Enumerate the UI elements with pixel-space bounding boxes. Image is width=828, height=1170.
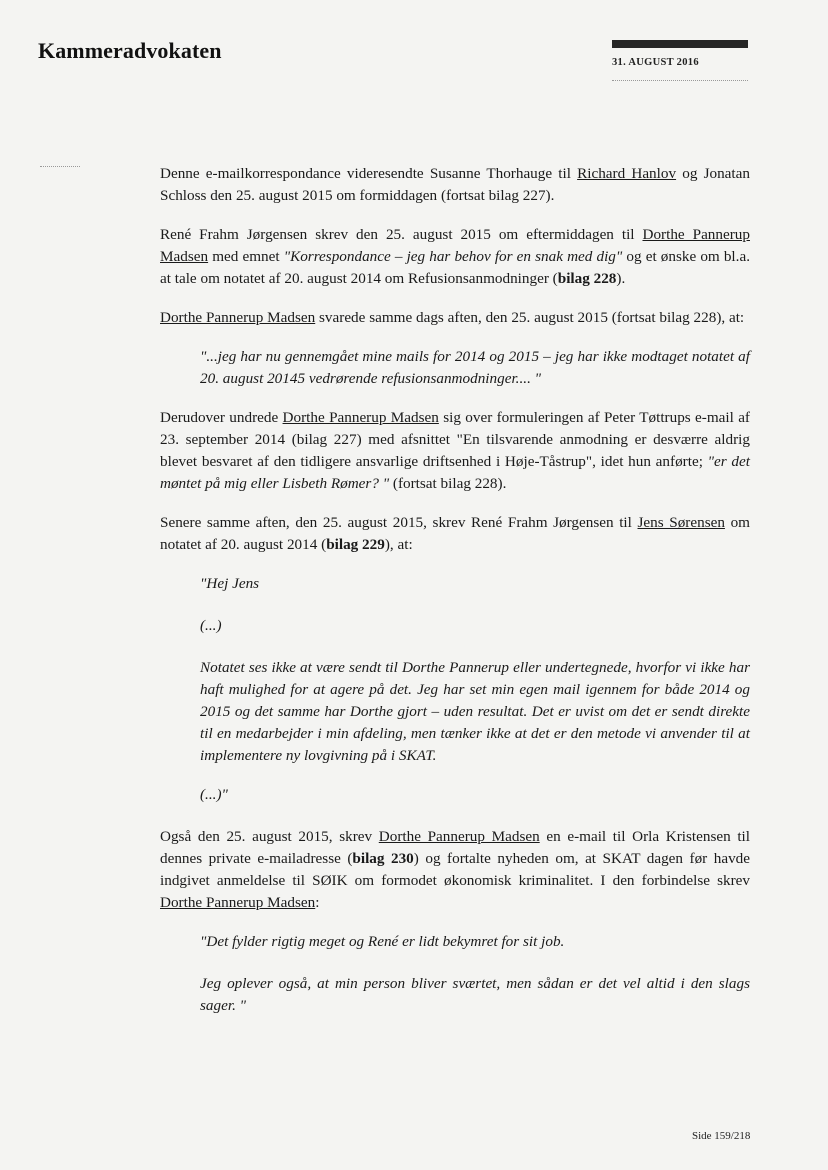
text: Også den 25. august 2015, skrev [160,828,379,845]
email-subject: "Korrespondance – jeg har behov for en snak med dig" [283,248,623,265]
quote-2b: Jeg oplever også, at min person bliver sværtet, men sådan er det vel altid i den slags sager. " [200,975,750,1014]
document-date: 31. AUGUST 2016 [612,57,699,68]
quote-body: Notatet ses ikke at være sendt til Dorthe Pannerup eller undertegnede, hvorfor vi ikke har haft mulighed for at agere på det. Jeg har set min egen mail igennem for både 2014 og 2015 og det samme har Dorthe gjort – uden resultat. Det er uvist om det er sendt direkte til en medarbejder i min afdeling, men tænker ikke at det er den metode vi anvender til at implementere ny lovgivning på i SKAT. [200,659,750,764]
person-link: Jens Sørensen [637,514,725,531]
text: (fortsat bilag 228). [389,475,507,492]
text: sig over formuleringen af Peter Tøttrups e-mail af 23. september 2014 (bilag 227) med afsnittet "En tilsvarende anmodning er desværre aldrig blevet besvaret af den tidligere ansvarlige driftsenhed i Høje-Tåstrup", idet hun anførte; [160,409,750,470]
bilag-ref: bilag 229 [326,536,385,553]
person-link: Dorthe Pannerup Madsen [282,409,439,426]
text: Derudover undrede [160,409,283,426]
person-link: Dorthe Pannerup Madsen [160,309,316,326]
text: en e-mail til Orla Kristensen til dennes private e-mailadresse ( [160,828,750,867]
text: Denne e-mailkorrespondance videresendte Susanne Thorhauge til [160,165,578,182]
paragraph-6 [160,826,750,914]
person-link: Richard Hanlov [577,165,677,182]
firm-logo: Kammeradvokaten [38,38,222,63]
text: ). [616,270,626,287]
person-link: Dorthe Pannerup Madsen [160,226,750,265]
text: og et ønske om bl.a. at tale om notatet af 20. august 2014 om Refusionsanmodninger ( [160,248,750,287]
text: svarede samme dags aften, den 25. august 2015 (fortsat bilag 228), at: [315,309,745,326]
inline-quote: "er det møntet på mig eller Lisbeth Rømer? " [160,453,750,492]
text: med emnet [208,248,284,265]
text: Senere samme aften, den 25. august 2015, skrev René Frahm Jørgensen til [160,514,638,531]
quote-greeting: "Hej Jens [200,575,260,592]
text: og Jonatan Schloss den 25. august 2015 om formiddagen (fortsat bilag 227). [160,165,750,204]
paragraph-3 [160,307,750,329]
person-link: Dorthe Pannerup Madsen [378,828,540,845]
text: : [315,894,320,911]
paragraph-1 [160,163,750,207]
quote-2a: "Det fylder rigtig meget og René er lidt bekymret for sit job. [200,933,565,950]
header-divider [612,80,748,81]
paragraph-4 [160,407,750,495]
text: René Frahm Jørgensen skrev den 25. august 2015 om eftermiddagen til [160,226,643,243]
margin-divider [40,166,80,167]
page-number: Side 159/218 [692,1130,751,1142]
paragraph-5 [160,512,750,556]
text: om notatet af 20. august 2014 ( [160,514,750,553]
bilag-ref: bilag 228 [557,270,617,287]
person-link: Dorthe Pannerup Madsen [160,894,316,911]
text: ), at: [384,536,413,553]
header-bar [612,40,748,48]
quote-ellipsis: (...) [200,617,222,634]
text: ) og fortalte nyheden om, at SKAT dagen før havde indgivet anmeldelse til SØIK om formodet økonomisk kriminalitet. I den forbindelse skrev [160,850,750,889]
quote-1: "...jeg har nu gennemgået mine mails for 2014 og 2015 – jeg har ikke modtaget notatet af 20. august 20145 vedrørende refusionsanmodninger.... " [200,348,750,387]
body-text [160,163,750,1034]
bilag-ref: bilag 230 [352,850,414,867]
quote-ellipsis-end: (...)" [200,786,228,803]
paragraph-2 [160,224,750,290]
